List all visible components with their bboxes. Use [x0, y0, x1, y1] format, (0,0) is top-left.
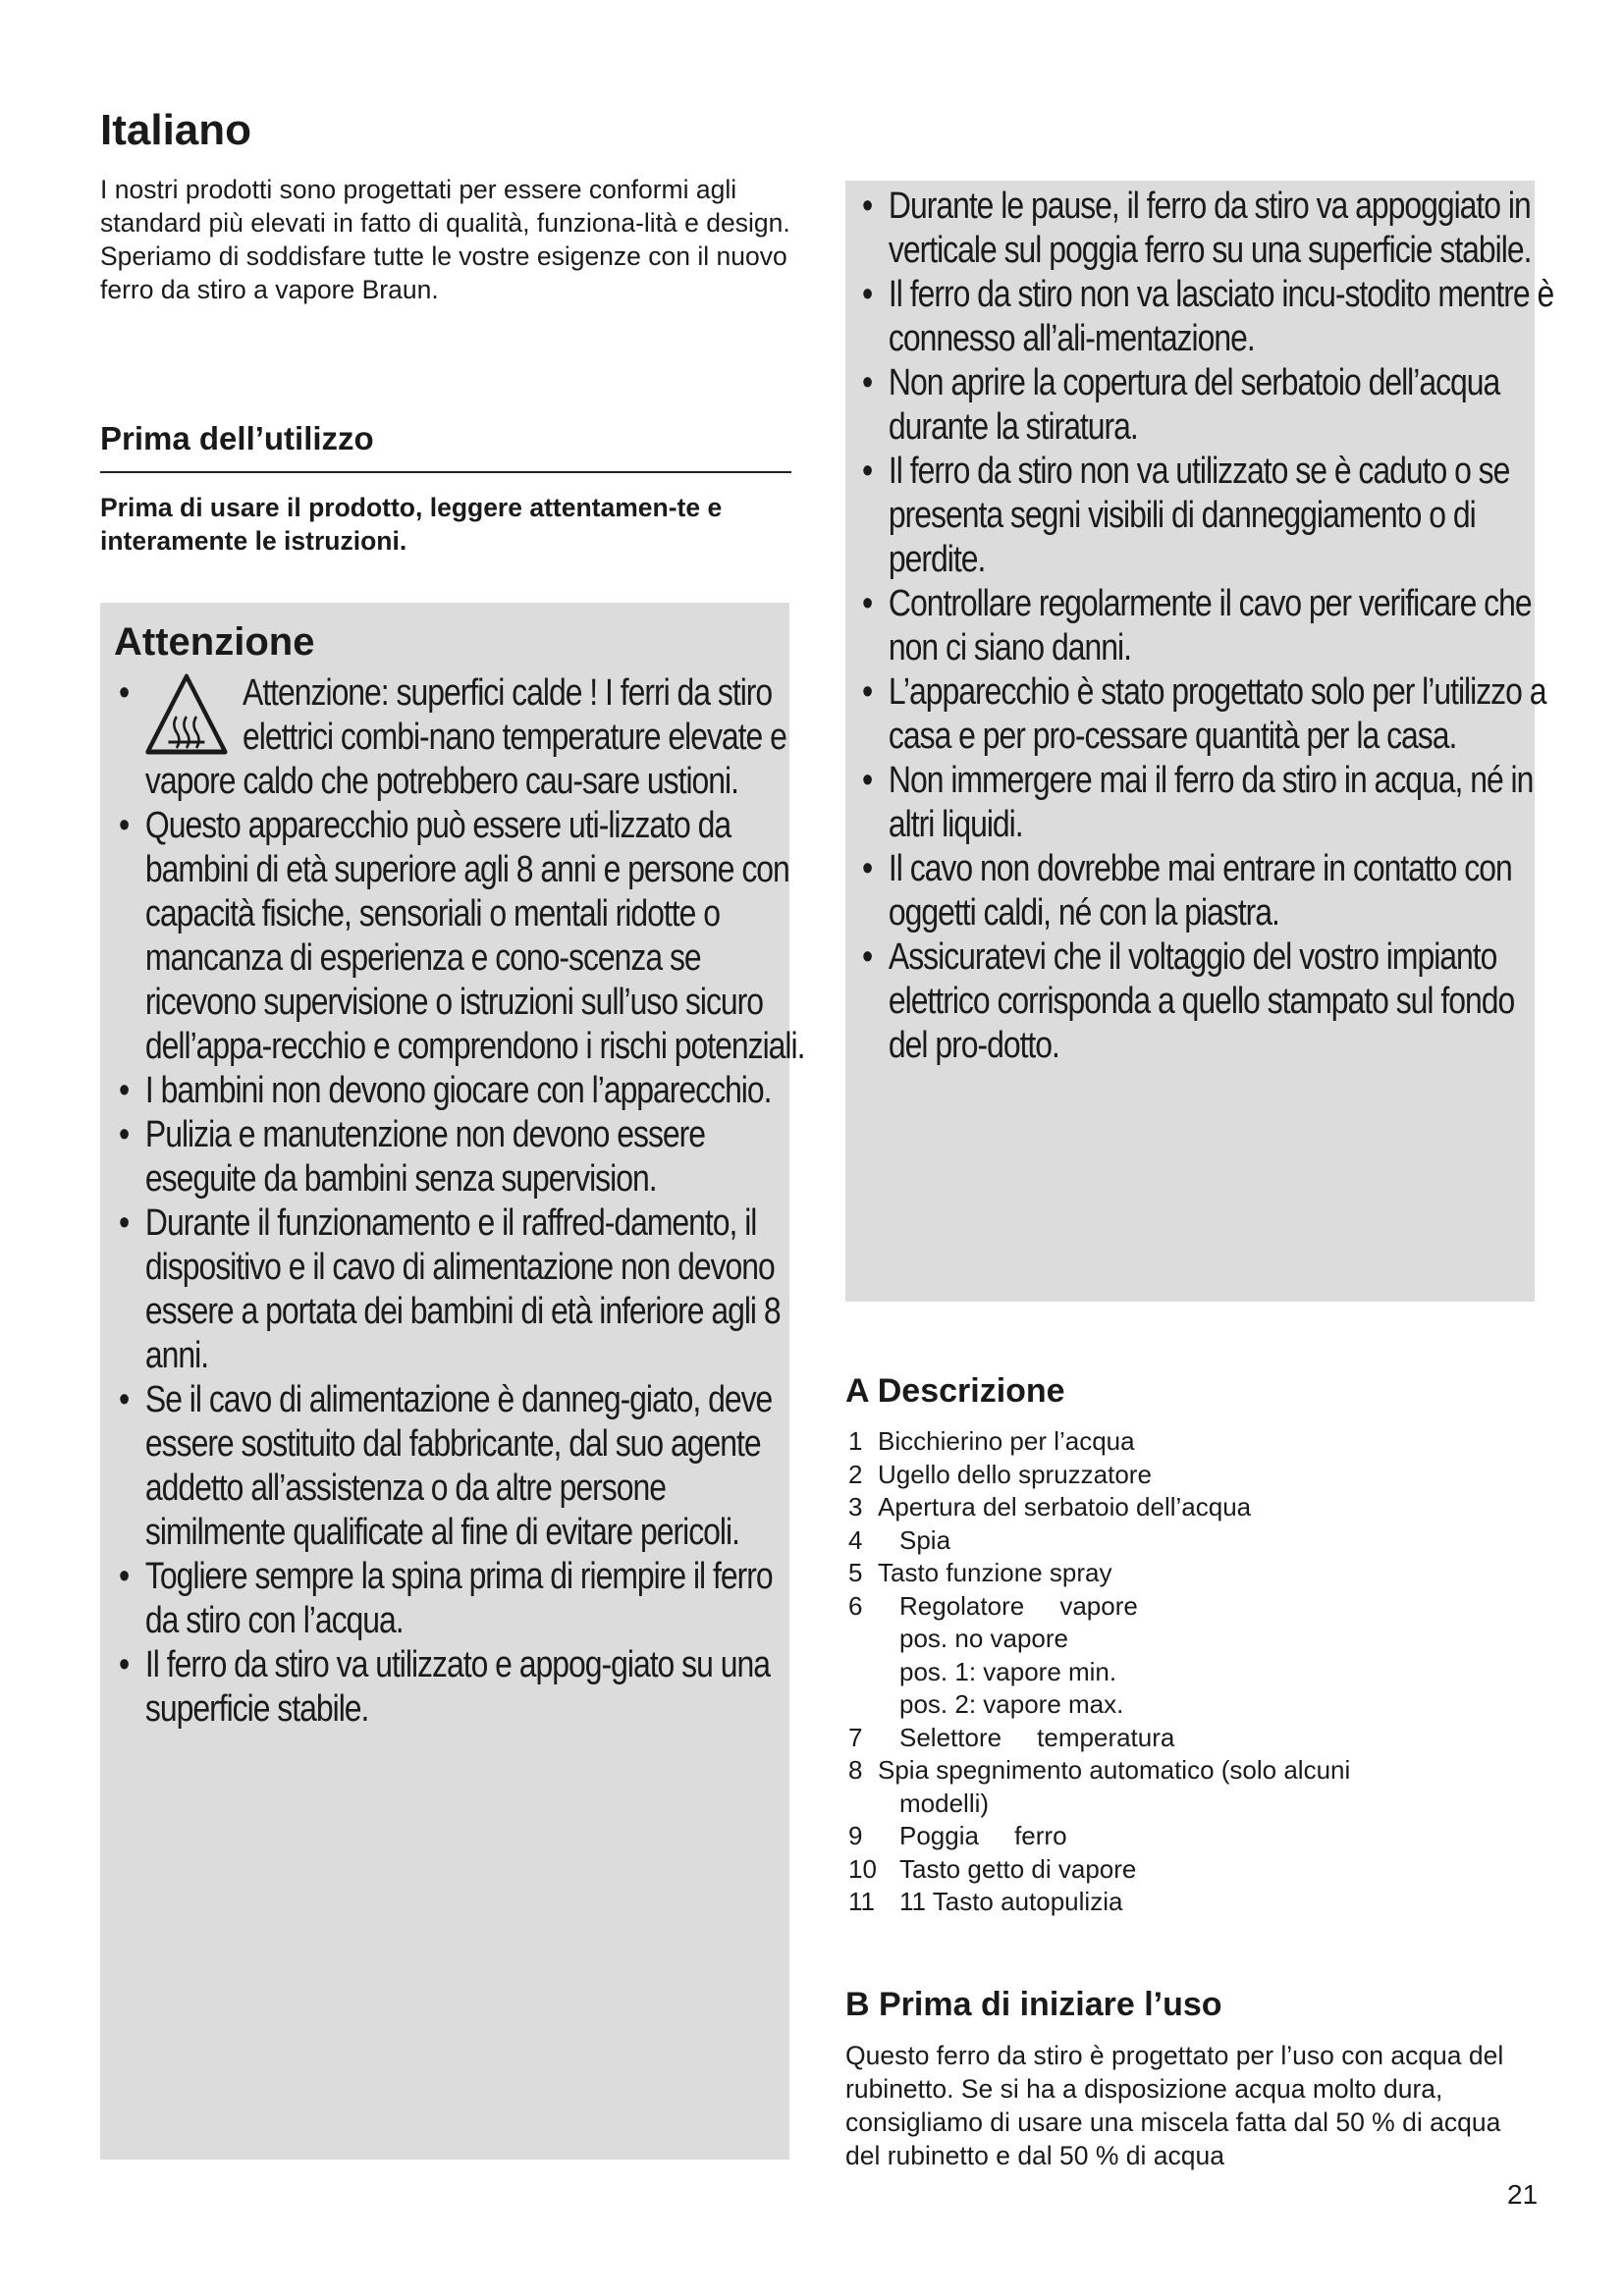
warning-text: Se il cavo di alimentazione è danneg-giato, deve essere sostituito dal fabbricante, dal suo agente addetto all’assistenza o da altre persone similmente qualificate al fine di evitare pericoli.: [144, 1379, 773, 1553]
list-item: [845, 1722, 1533, 1755]
warning-text: Non aprire la copertura del serbatoio dell’acqua durante la stiratura.: [888, 362, 1500, 448]
item-number: 1: [848, 1426, 863, 1456]
warning-text: Non immergere mai il ferro da stiro in acqua, né in altri liquidi.: [888, 760, 1534, 845]
warning-text: I bambini non devono giocare con l’apparecchio.: [144, 1070, 772, 1111]
warning-item: [857, 185, 1554, 273]
warning-item: [857, 670, 1554, 759]
list-item: [845, 1886, 1533, 1919]
item-text: Apertura del serbatoio dell’acqua: [878, 1492, 1252, 1522]
item-number: 6: [848, 1590, 863, 1621]
warning-title: Attenzione: [114, 620, 315, 664]
warning-text: Controllare regolarmente il cavo per verificare che non ci siano danni.: [888, 583, 1532, 668]
page-number: 21: [1507, 2179, 1539, 2210]
list-item: [845, 1788, 1533, 1821]
item-text: pos. no vapore: [899, 1624, 1069, 1653]
list-item: [845, 1754, 1533, 1788]
item-number: 11: [848, 1887, 875, 1916]
page-title: Italiano: [100, 106, 252, 154]
list-item: [845, 1425, 1533, 1459]
item-text: Selettore temperatura: [899, 1722, 1175, 1752]
item-text: Ugello dello spruzzatore: [878, 1459, 1152, 1489]
item-text: Spia: [899, 1524, 951, 1555]
warning-text: Il ferro da stiro non va utilizzato se è caduto o se presenta segni visibili di danneggiamento o di perdite.: [888, 451, 1510, 580]
warning-item: [114, 1201, 807, 1378]
bullet: •: [119, 1202, 130, 1244]
item-text: Bicchierino per l’acqua: [878, 1426, 1135, 1456]
warning-item: [857, 847, 1554, 935]
bullet: •: [119, 1379, 130, 1420]
warning-list-left: [114, 671, 805, 1732]
item-text: pos. 2: vapore max.: [899, 1689, 1124, 1719]
list-item: [845, 1491, 1533, 1524]
warning-text: Il ferro da stiro non va lasciato incu-stodito mentre è connesso all’ali-mentazione.: [888, 274, 1554, 359]
warning-list-right: [857, 185, 1554, 1068]
item-number: 2: [848, 1459, 863, 1489]
warning-item: [114, 1643, 807, 1732]
item-number: 7: [848, 1722, 863, 1752]
bullet: •: [862, 186, 873, 227]
warning-item: [857, 450, 1554, 582]
warning-text: Togliere sempre la spina prima di riempire il ferro da stiro con l’acqua.: [144, 1556, 773, 1641]
item-text: pos. 1: vapore min.: [899, 1656, 1117, 1686]
warning-item: [114, 1555, 807, 1643]
bullet: •: [862, 760, 873, 801]
warning-text: Pulizia e manutenzione non devono essere eseguite da bambini senza supervision.: [144, 1114, 706, 1200]
item-text: modelli): [899, 1788, 990, 1818]
warning-item: [857, 582, 1554, 670]
list-item: [845, 1557, 1533, 1590]
warning-text: Questo apparecchio può essere uti-lizzato da bambini di età superiore agli 8 anni e persone con capacità fisiche, sensoriali o mentali ridotte o mancanza di esperienza e cono-scenza se ricevono supervisione o istruzioni sull’uso sicuro dell’appa-recchio e comprendono i rischi potenziali.: [144, 805, 805, 1067]
section-b-paragraph: Questo ferro da stiro è progettato per l’uso con acqua del rubinetto. Se si ha a disposizione acqua molto dura, consigliamo di usare una miscela fatta dal 50 % di acqua del rubinetto e dal 50 % di acqua: [845, 2041, 1504, 2170]
warning-item: [114, 1378, 807, 1555]
item-text: Spia spegnimento automatico (solo alcuni: [878, 1755, 1351, 1785]
intro-paragraph: I nostri prodotti sono progettati per essere conformi agli standard più elevati in fatto di qualità, funziona-lità e design. Speriamo di soddisfare tutte le vostre esigenze con il nuovo ferro da stiro a vapore Braun.: [100, 175, 790, 304]
bullet: •: [119, 1114, 130, 1155]
bullet: •: [862, 936, 873, 978]
item-number: 8: [848, 1755, 863, 1785]
bullet: •: [119, 1070, 130, 1111]
item-text: 11 Tasto autopulizia: [899, 1887, 1123, 1916]
heading-divider: [100, 471, 791, 473]
bullet: •: [862, 451, 873, 492]
item-number: 3: [848, 1492, 863, 1522]
item-text: Regolatore vapore: [899, 1590, 1138, 1621]
warning-text: Attenzione: superfici calde ! I ferri da stiro elettrici combi-nano temperature elevate e vapore caldo che potrebbero cau-sare ustioni.: [144, 672, 786, 802]
warning-box-left: [100, 603, 805, 2160]
warning-item: [114, 1069, 807, 1113]
warning-text: Durante il funzionamento e il raffred-damento, il dispositivo e il cavo di alimentazione non devono essere a portata dei bambini di età inferiore agli 8 anni.: [144, 1202, 781, 1376]
section-b-heading: B Prima di iniziare l’uso: [845, 1986, 1222, 2023]
item-number: 9: [848, 1821, 863, 1850]
bullet: •: [119, 805, 130, 846]
item-number: 5: [848, 1558, 863, 1587]
description-list: [845, 1425, 1533, 1919]
warning-item: [857, 273, 1554, 361]
bullet: •: [862, 848, 873, 889]
warning-item: [857, 759, 1554, 847]
warning-text: Il cavo non dovrebbe mai entrare in contatto con oggetti caldi, né con la piastra.: [888, 848, 1512, 934]
bullet: •: [862, 362, 873, 403]
warning-text: Il ferro da stiro va utilizzato e appog-giato su una superficie stabile.: [144, 1644, 770, 1730]
bullet: •: [119, 1556, 130, 1597]
bullet: •: [119, 672, 130, 714]
list-item: [845, 1853, 1533, 1887]
before-use-note: Prima di usare il prodotto, leggere attentamen-te e interamente le istruzioni.: [100, 493, 723, 556]
warning-text: Assicuratevi che il voltaggio del vostro impianto elettrico corrisponda a quello stampato sul fondo del pro-dotto.: [888, 936, 1515, 1066]
warning-item: [114, 1113, 807, 1201]
list-item: [845, 1656, 1533, 1689]
bullet: •: [119, 1644, 130, 1685]
bullet: •: [862, 671, 873, 713]
item-text: Tasto funzione spray: [878, 1558, 1112, 1587]
list-item: [845, 1820, 1533, 1853]
warning-item: [114, 671, 807, 804]
warning-item: [857, 935, 1554, 1068]
bullet: •: [862, 583, 873, 624]
item-number: 10: [848, 1853, 877, 1884]
list-item: [845, 1524, 1533, 1558]
before-use-heading: Prima dell’utilizzo: [100, 420, 374, 456]
list-item: [845, 1623, 1533, 1656]
warning-text: L’apparecchio è stato progettato solo per l’utilizzo a casa e per pro-cessare quantità per la casa.: [888, 671, 1546, 757]
list-item: [845, 1459, 1533, 1492]
section-a-heading: A Descrizione: [845, 1372, 1065, 1410]
list-item: [845, 1688, 1533, 1722]
warning-box-right: [845, 181, 1554, 1302]
list-item: [845, 1590, 1533, 1624]
warning-item: [857, 361, 1554, 450]
item-text: Poggia ferro: [899, 1821, 1067, 1850]
item-text: Tasto getto di vapore: [899, 1853, 1137, 1884]
bullet: •: [862, 274, 873, 315]
hot-surface-warning-icon: [145, 673, 228, 756]
warning-text: Durante le pause, il ferro da stiro va appoggiato in verticale sul poggia ferro su una superficie stabile.: [888, 186, 1532, 271]
warning-item: [114, 804, 807, 1069]
item-number: 4: [848, 1524, 863, 1555]
